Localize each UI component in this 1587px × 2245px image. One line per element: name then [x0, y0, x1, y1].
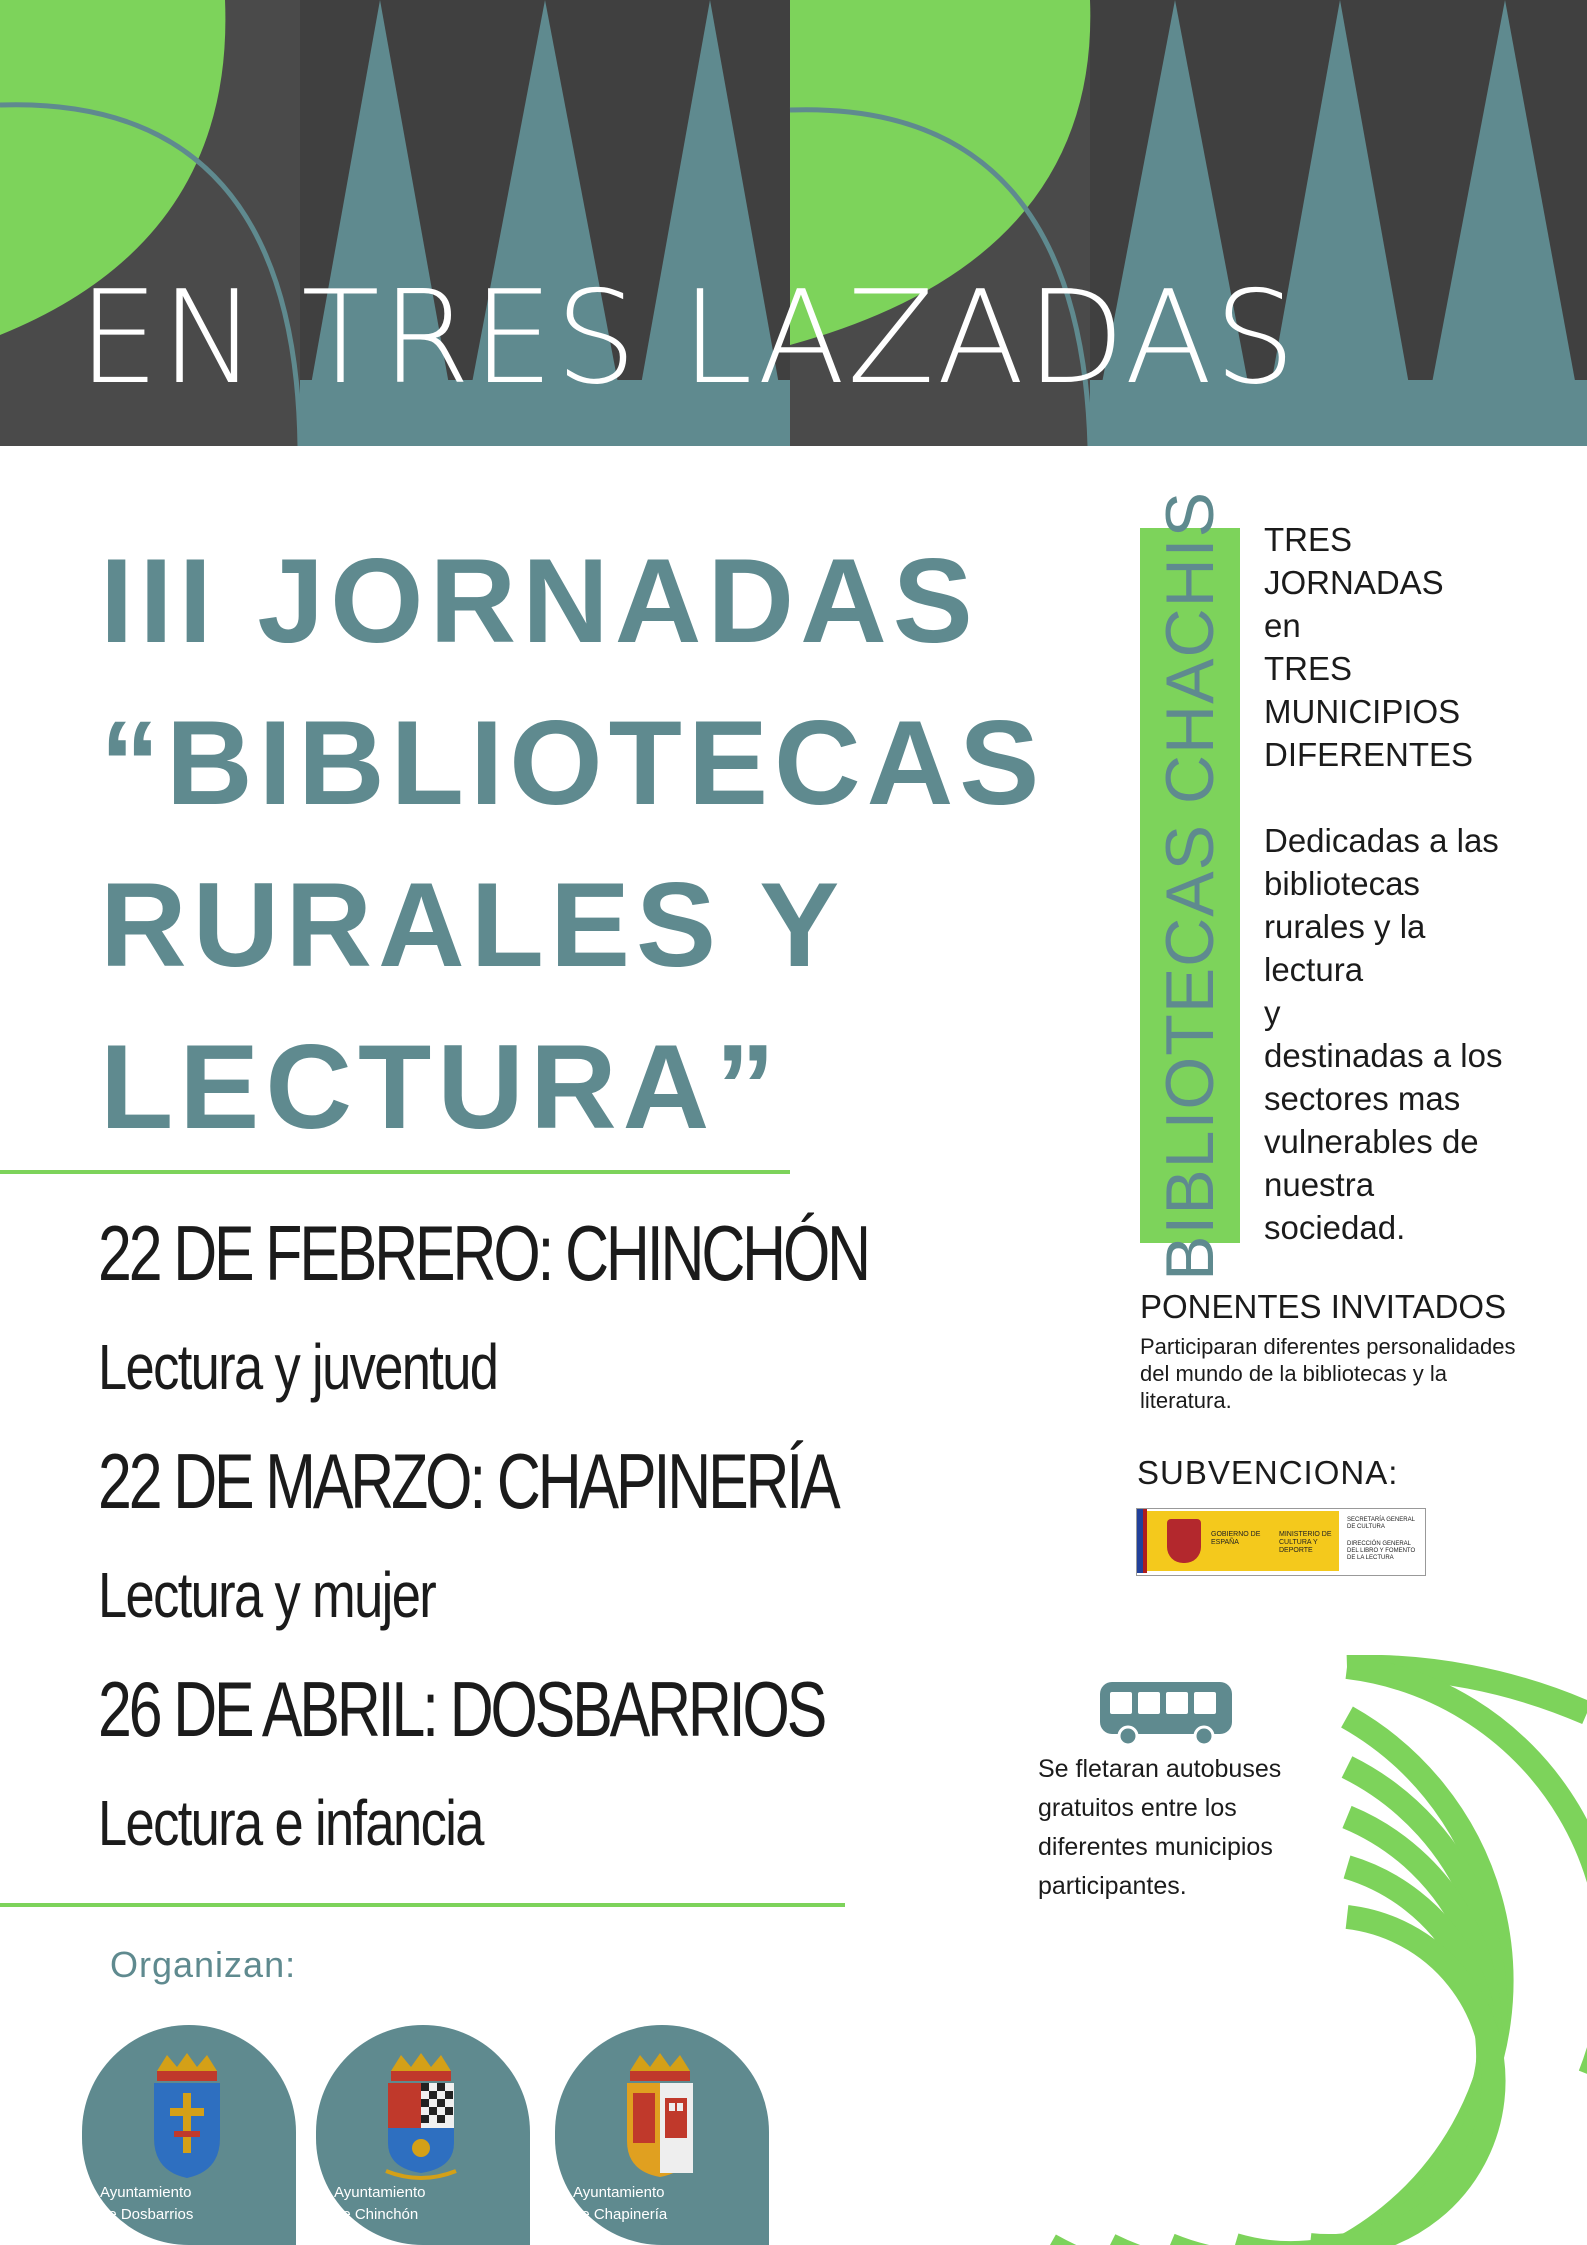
- logo-gobierno-text: GOBIERNO DE ESPAÑA: [1211, 1531, 1261, 1546]
- schedule-date: 22 DE FEBRERO: CHINCHÓN: [98, 1209, 868, 1297]
- vertical-label: BIBLIOTECAS CHACHIS: [1152, 490, 1228, 1281]
- organizer-logo-chinchon: [316, 2025, 530, 2245]
- organizer-name-line: de Chinchón: [334, 2206, 419, 2223]
- schedule-theme: Lectura y mujer: [98, 1559, 436, 1631]
- eu-flag-icon: [1137, 1509, 1143, 1573]
- header-banner: [0, 0, 1587, 446]
- organizer-logo-dosbarrios: [82, 2025, 296, 2245]
- divider-line: [0, 1170, 790, 1174]
- organizer-logo-chapineria: [555, 2025, 769, 2245]
- schedule-theme: Lectura y juventud: [98, 1331, 498, 1403]
- logo-secretaria-line: SECRETARÍA GENERAL DE CULTURA: [1347, 1517, 1415, 1530]
- sponsor-label: SUBVENCIONA:: [1137, 1454, 1399, 1491]
- schedule-list: [98, 1198, 868, 1882]
- sidebar-description: Dedicadas a las bibliotecas rurales y la lectura y destinadas a los sectores mas vulnerables de nuestra sociedad.: [1264, 822, 1503, 1246]
- coat-of-arms-icon: [142, 2053, 232, 2183]
- sidebar-text: [1264, 518, 1564, 1249]
- logo-secretaria-text: [1347, 1517, 1421, 1562]
- organizer-name: [334, 2182, 524, 2226]
- divider-line: [0, 1903, 845, 1907]
- schedule-date: 26 DE ABRIL: DOSBARRIOS: [98, 1665, 825, 1753]
- coat-of-arms-icon: [615, 2053, 705, 2183]
- ministry-logo: [1136, 1508, 1426, 1576]
- logo-ministerio-text: MINISTERIO DE CULTURA Y DEPORTE: [1279, 1531, 1332, 1554]
- event-title-line: III JORNADAS: [100, 534, 979, 668]
- event-title-line: RURALES Y: [100, 858, 846, 992]
- bus-notice: Se fletaran autobuses gratuitos entre los diferentes municipios participantes.: [1038, 1755, 1282, 1900]
- coat-of-arms-icon: [376, 2053, 466, 2183]
- organizer-name: [100, 2182, 290, 2226]
- spain-shield-icon: [1167, 1519, 1201, 1563]
- organizer-name-line: Ayuntamiento: [573, 2184, 665, 2201]
- event-title-line: LECTURA”: [100, 1020, 782, 1154]
- event-title-line: “BIBLIOTECAS: [100, 696, 1046, 830]
- sidebar-intro: TRES JORNADAS en TRES MUNICIPIOS DIFERENTES: [1264, 521, 1474, 773]
- logo-direccion-line: DIRECCIÓN GENERAL DEL LIBRO Y FOMENTO DE LA LECTURA: [1347, 1541, 1416, 1561]
- schedule-date: 22 DE MARZO: CHAPINERÍA: [98, 1437, 838, 1525]
- organizers-label: Organizan:: [110, 1944, 297, 1985]
- speakers-text: Participaran diferentes personalidades del mundo de la bibliotecas y la literatura.: [1140, 1334, 1516, 1413]
- event-title: [100, 520, 1050, 1168]
- vertical-label-bar: [1140, 490, 1240, 1281]
- schedule-theme: Lectura e infancia: [98, 1787, 483, 1859]
- organizer-name-line: de Chapinería: [573, 2206, 668, 2223]
- organizer-name-line: Ayuntamiento: [334, 2184, 426, 2201]
- organizer-name-line: de Dosbarrios: [100, 2206, 194, 2223]
- concentric-arcs-decoration: [1030, 1655, 1587, 2245]
- speakers-title: PONENTES INVITADOS: [1140, 1288, 1507, 1325]
- organizer-name: [573, 2182, 763, 2226]
- organizer-name-line: Ayuntamiento: [100, 2184, 192, 2201]
- banner-title: EN TRES LAZADAS: [78, 264, 1298, 413]
